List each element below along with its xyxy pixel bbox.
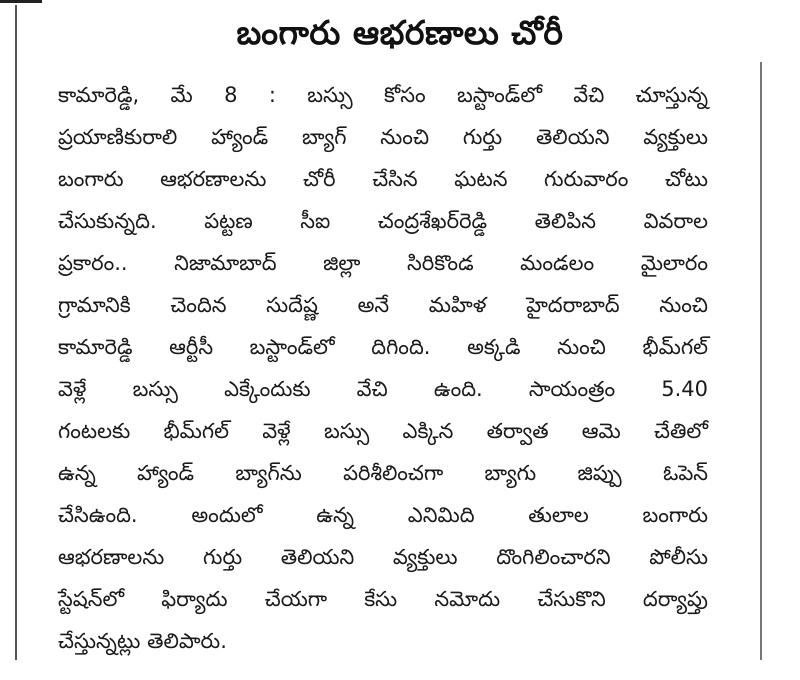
article-line: ప్రయాణికురాలి హ్యాండ్ బ్యాగ్ నుంచి గుర్తు తెలియని వ్యక్తులు xyxy=(58,125,708,149)
article-line: కామారెడ్డి ఆర్టీసీ బస్టాండ్‌లో దిగింది. అక్కడి నుంచి భీమ్‌గల్ xyxy=(58,335,708,359)
article-line: వెళ్లే బస్సు ఎక్కేందుకు వేచి ఉంది. సాయంత్రం 5.40 xyxy=(58,377,708,401)
article-line: చేసిఉంది. అందులో ఉన్న ఎనిమిది తులాల బంగారు xyxy=(58,503,708,527)
column-rule-tick xyxy=(0,0,42,3)
article-line: ఉన్న హ్యాండ్ బ్యాగ్‌ను పరిశీలించగా బ్యాగు జిప్పు ఓపెన్ xyxy=(58,461,708,485)
article-line: ఆభరణాలను గుర్తు తెలియని వ్యక్తులు దొంగిలించారని పోలీసు xyxy=(58,545,708,569)
article-line: కామారెడ్డి, మే 8 : బస్సు కోసం బస్టాండ్‌లో వేచి చూస్తున్న xyxy=(58,83,708,107)
top-border xyxy=(0,0,800,8)
article-line: గ్రామానికి చెందిన సుదేష్ణ అనే మహిళ హైదరాబాద్ నుంచి xyxy=(58,293,708,317)
article-line: బంగారు ఆభరణాలను చోరీ చేసిన ఘటన గురువారం చోటు xyxy=(58,167,708,191)
article-body xyxy=(58,74,708,662)
article-line: చేసుకున్నది. పట్టణ సీఐ చంద్రశేఖర్‌రెడ్డి తెలిపిన వివరాల xyxy=(58,209,708,233)
article-line: గంటలకు భీమ్‌గల్ వెళ్లే బస్సు ఎక్కిన తర్వాత ఆమె చేతిలో xyxy=(58,419,708,443)
article-line: స్టేషన్‌లో ఫిర్యాదు చేయగా కేసు నమోదు చేసుకొని దర్యాప్తు xyxy=(58,587,708,611)
article-headline: బంగారు ఆభరణాలు చోరీ xyxy=(236,13,564,52)
left-column-rule xyxy=(15,5,17,660)
article-line: ప్రకారం.. నిజామాబాద్ జిల్లా సిరికొండ మండలం మైలారం xyxy=(58,251,708,275)
right-column-rule xyxy=(760,62,762,660)
article-line: చేస్తున్నట్లు తెలిపారు. xyxy=(58,629,227,653)
